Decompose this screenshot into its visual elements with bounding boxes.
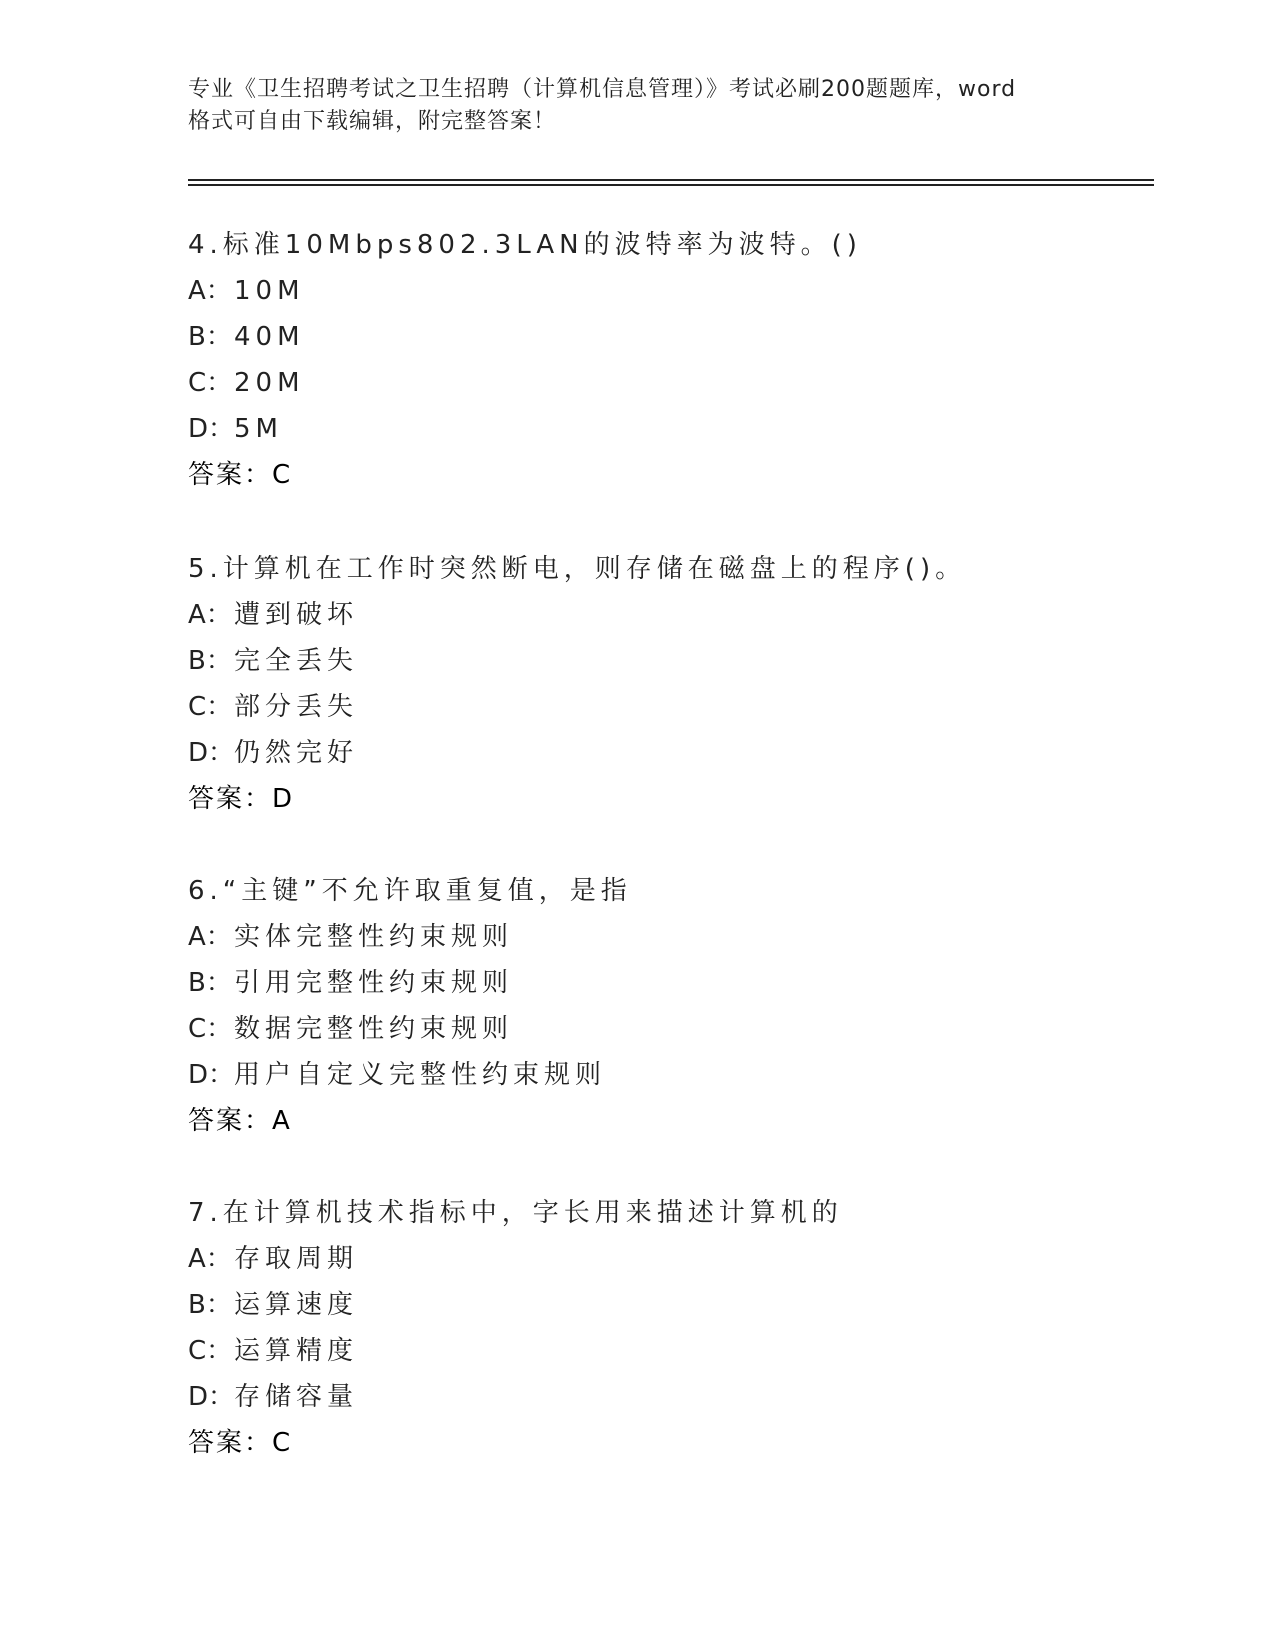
option-c bbox=[188, 1006, 1148, 1052]
option-text: 存储容量 bbox=[234, 1382, 359, 1412]
option-a bbox=[188, 1236, 1148, 1282]
header-line-1: 专业《卫生招聘考试之卫生招聘（计算机信息管理）》考试必刷200题题库，word bbox=[188, 77, 1017, 102]
option-label: A： bbox=[188, 922, 232, 952]
option-c bbox=[188, 360, 1148, 406]
option-text: 数据完整性约束规则 bbox=[234, 1014, 514, 1044]
option-text: 运算速度 bbox=[234, 1290, 359, 1320]
answer-line: 答案：C bbox=[188, 460, 293, 490]
option-a bbox=[188, 268, 1148, 314]
option-label: B： bbox=[188, 968, 232, 998]
question-title: 5.计算机在工作时突然断电，则存储在磁盘上的程序()。 bbox=[188, 554, 967, 584]
question-block bbox=[188, 222, 1148, 498]
option-label: C： bbox=[188, 1014, 233, 1044]
option-label: A： bbox=[188, 1244, 232, 1274]
option-label: D： bbox=[188, 1060, 235, 1090]
option-c bbox=[188, 1328, 1148, 1374]
option-d bbox=[188, 406, 1148, 452]
option-d bbox=[188, 1374, 1148, 1420]
question-block bbox=[188, 546, 1148, 822]
option-text: 完全丢失 bbox=[234, 646, 359, 676]
answer-line: 答案：A bbox=[188, 1106, 292, 1136]
option-label: B： bbox=[188, 1290, 232, 1320]
option-d bbox=[188, 1052, 1148, 1098]
option-label: B： bbox=[188, 646, 232, 676]
option-label: A： bbox=[188, 276, 232, 306]
header-divider-top bbox=[188, 179, 1154, 181]
option-label: C： bbox=[188, 692, 233, 722]
question-title: 7.在计算机技术指标中，字长用来描述计算机的 bbox=[188, 1198, 843, 1228]
option-text: 5M bbox=[234, 414, 283, 444]
option-label: D： bbox=[188, 738, 235, 768]
option-text: 实体完整性约束规则 bbox=[234, 922, 514, 952]
option-d bbox=[188, 730, 1148, 776]
option-a bbox=[188, 592, 1148, 638]
header-line-2: 格式可自由下载编辑，附完整答案！ bbox=[188, 109, 557, 134]
option-b bbox=[188, 1282, 1148, 1328]
option-c bbox=[188, 684, 1148, 730]
header-divider-bottom bbox=[188, 184, 1154, 186]
option-a bbox=[188, 914, 1148, 960]
question-title: 6.“主键”不允许取重复值，是指 bbox=[188, 876, 632, 906]
document-header bbox=[188, 74, 1088, 138]
answer-line: 答案：D bbox=[188, 784, 295, 814]
option-b bbox=[188, 314, 1148, 360]
option-text: 引用完整性约束规则 bbox=[234, 968, 514, 998]
option-text: 40M bbox=[234, 322, 305, 352]
option-text: 仍然完好 bbox=[234, 738, 359, 768]
option-text: 用户自定义完整性约束规则 bbox=[234, 1060, 607, 1090]
option-label: C： bbox=[188, 1336, 233, 1366]
option-text: 运算精度 bbox=[234, 1336, 359, 1366]
option-text: 部分丢失 bbox=[234, 692, 359, 722]
option-label: D： bbox=[188, 414, 235, 444]
question-block bbox=[188, 868, 1148, 1144]
option-text: 遭到破坏 bbox=[234, 600, 359, 630]
option-b bbox=[188, 638, 1148, 684]
answer-line: 答案：C bbox=[188, 1428, 293, 1458]
question-block bbox=[188, 1190, 1148, 1466]
question-title: 4.标准10Mbps802.3LAN的波特率为波特。() bbox=[188, 230, 862, 260]
option-text: 20M bbox=[234, 368, 305, 398]
option-label: C： bbox=[188, 368, 233, 398]
option-label: A： bbox=[188, 600, 232, 630]
option-b bbox=[188, 960, 1148, 1006]
option-label: B： bbox=[188, 322, 232, 352]
option-text: 10M bbox=[234, 276, 305, 306]
option-label: D： bbox=[188, 1382, 235, 1412]
option-text: 存取周期 bbox=[234, 1244, 359, 1274]
